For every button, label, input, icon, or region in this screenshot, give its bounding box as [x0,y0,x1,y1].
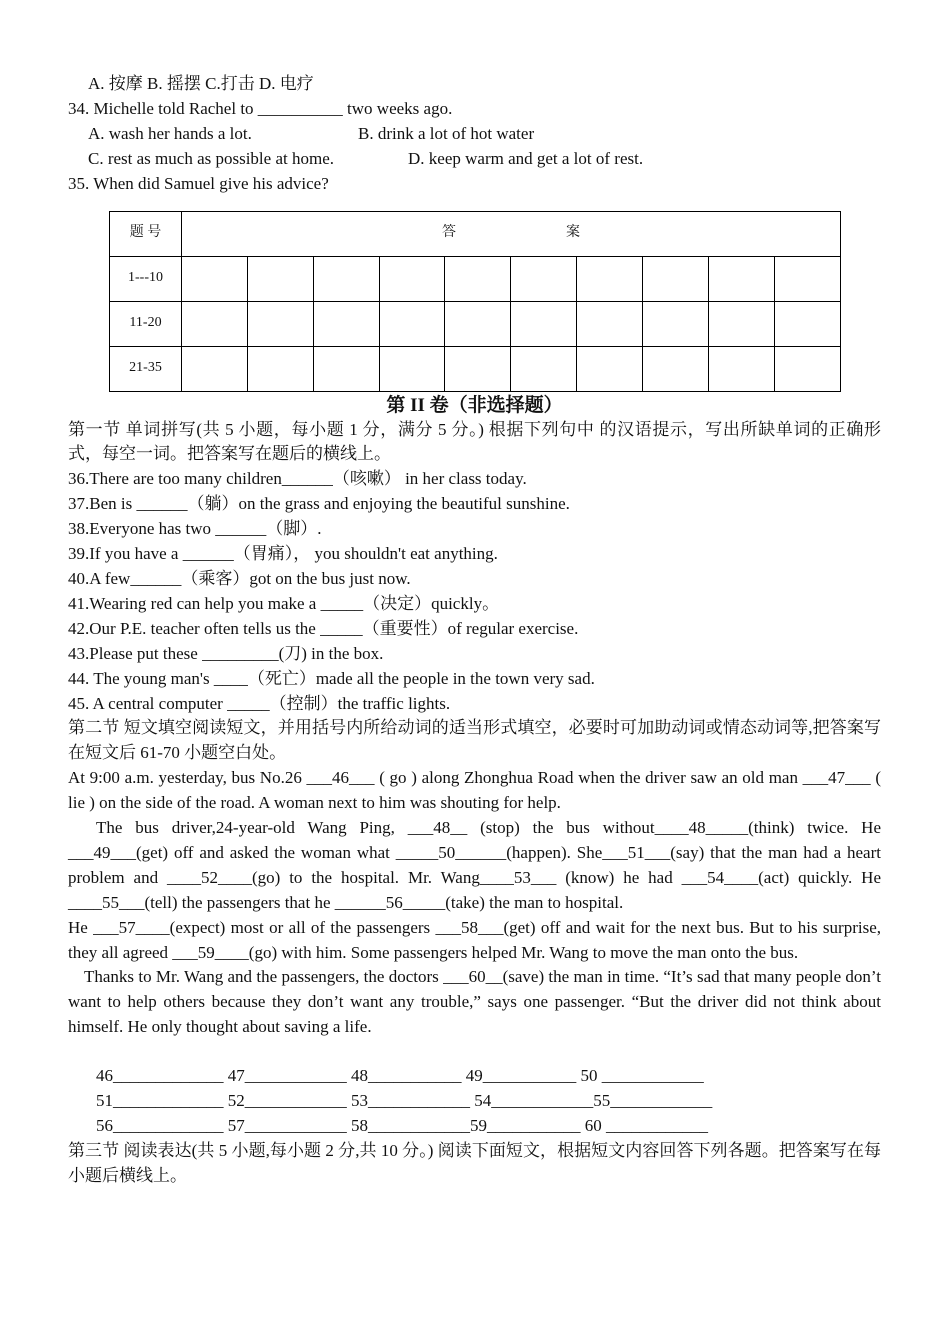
answer-cell[interactable] [445,256,511,301]
section3-instructions: 第三节 阅读表达(共 5 小题,每小题 2 分,共 10 分。) 阅读下面短文，根据短文内容回答下列各题。把答案写在每小题后横线上。 [68,1140,881,1185]
q34-option-a: A. wash her hands a lot. [88,123,252,143]
col-header: 题 号 [110,211,182,256]
section2-instructions: 第二节 短文填空阅读短文，并用括号内所给动词的适当形式填空，必要时可加助动词或情态动词等,把答案写在短文后 61-70 小题空白处。 [68,718,881,763]
answer-cell[interactable] [247,256,313,301]
section1-item: 41.Wearing red can help you make a _____（决定）quickly。 [68,593,500,613]
answer-cell[interactable] [182,256,248,301]
q34-question: 34. Michelle told Rachel to __________ two weeks ago. [68,98,453,118]
row-label: 21-35 [110,346,182,391]
answer-cell[interactable] [708,301,774,346]
answer-cell[interactable] [379,301,445,346]
q34-options-row1 [68,122,881,147]
section1-item: 44. The young man's ____（死亡）made all the people in the town very sad. [68,668,595,688]
section1-item: 36.There are too many children______（咳嗽） in her class today. [68,469,527,489]
answer-cell[interactable] [642,256,708,301]
table-row [110,256,841,301]
q33-options: A. 按摩 B. 摇摆 C.打击 D. 电疗 [88,74,314,93]
answer-cell[interactable] [577,346,643,391]
answer-cell[interactable] [642,301,708,346]
answer-cell[interactable] [247,301,313,346]
passage-paragraph-3: He ___57____(expect) most or all of the passengers ___58___(get) off and wait for the next bus. But to his surprise, they all agreed ___59____(go) with him. Some passengers helped Mr. Wang to move the man onto the bus. [68,917,881,962]
answer-header-2: 案 [566,225,580,241]
q34-options-row2 [68,147,881,172]
answer-cell[interactable] [511,256,577,301]
answer-cell[interactable] [445,301,511,346]
answer-cell[interactable] [182,346,248,391]
answer-table [109,211,841,392]
blank-line[interactable]: 56_____________ 57____________ 58____________59___________ 60 ____________ [96,1116,708,1135]
answer-table-header [110,211,841,256]
table-row [110,301,841,346]
answer-cell[interactable] [774,346,840,391]
section1-item: 39.If you have a ______（胃痛）， you shouldn't eat anything. [68,544,498,564]
answer-cell[interactable] [642,346,708,391]
blank-line[interactable]: 46_____________ 47____________ 48___________ 49___________ 50 ____________ [96,1066,704,1086]
q34-option-b: B. drink a lot of hot water [358,123,535,143]
answer-cell[interactable] [511,346,577,391]
answer-cell[interactable] [313,256,379,301]
answer-cell[interactable] [577,256,643,301]
answer-cell[interactable] [445,346,511,391]
section1-item: 37.Ben is ______（躺）on the grass and enjoying the beautiful sunshine. [68,494,570,514]
passage-paragraph-1: At 9:00 a.m. yesterday, bus No.26 ___46___ ( go ) along Zhonghua Road when the driver saw an old man ___47___ ( lie ) on the side of the road. A woman next to him was shouting for help. [68,768,881,813]
table-row [110,346,841,391]
answer-cell[interactable] [379,256,445,301]
answer-cell[interactable] [182,301,248,346]
answer-cell[interactable] [511,301,577,346]
section1-item: 43.Please put these _________(刀) in the box. [68,643,384,663]
answer-header [182,211,841,256]
answer-cell[interactable] [708,346,774,391]
row-label: 11-20 [110,301,182,346]
passage-paragraph-2: The bus driver,24-year-old Wang Ping, ___48__ (stop) the bus without____48_____(think) twice. He ___49___(get) off and asked the woman what _____50______(happen). She___51___(say) that the man had a heart problem and ____52____(go) to the hospital. Mr. Wang____53___ (know) he had ___54____(act) quickly. He ____55___(tell) the passengers that he ______56_____(take) the man to hospital. [68,818,881,912]
section1-item: 45. A central computer _____（控制）the traffic lights. [68,693,451,713]
blank-line[interactable]: 51_____________ 52____________ 53____________ 54____________55____________ [96,1091,713,1111]
row-label: 1---10 [110,256,182,301]
section1-item: 42.Our P.E. teacher often tells us the _____（重要性）of regular exercise. [68,618,579,638]
exam-page [68,72,881,1189]
q35-question: 35. When did Samuel give his advice? [68,173,329,193]
section1-instructions: 第一节 单词拼写(共 5 小题，每小题 1 分，满分 5 分。) 根据下列句中 的汉语提示，写出所缺单词的正确形式，每空一词。把答案写在题后的横线上。 [68,419,881,464]
answer-cell[interactable] [708,256,774,301]
answer-cell[interactable] [313,346,379,391]
answer-cell[interactable] [774,301,840,346]
answer-cell[interactable] [313,301,379,346]
answer-cell[interactable] [379,346,445,391]
q34-option-d: D. keep warm and get a lot of rest. [408,148,644,168]
q34-option-c: C. rest as much as possible at home. [88,148,334,168]
answer-cell[interactable] [247,346,313,391]
answer-blanks [68,1064,881,1139]
part2-title: 第 II 卷（非选择题） [386,394,563,416]
answer-cell[interactable] [577,301,643,346]
answer-cell[interactable] [774,256,840,301]
section1-item: 38.Everyone has two ______（脚）. [68,519,322,539]
passage-paragraph-4: Thanks to Mr. Wang and the passengers, the doctors ___60__(save) the man in time. “It’s sad that many people don’t want to help others because they don’t want any trouble,” says one passenger. “But the driver did not think about himself. He only thought about saving a life. [68,967,881,1037]
section1-item: 40.A few______（乘客）got on the bus just now. [68,568,411,588]
answer-header-1: 答 [442,225,456,241]
